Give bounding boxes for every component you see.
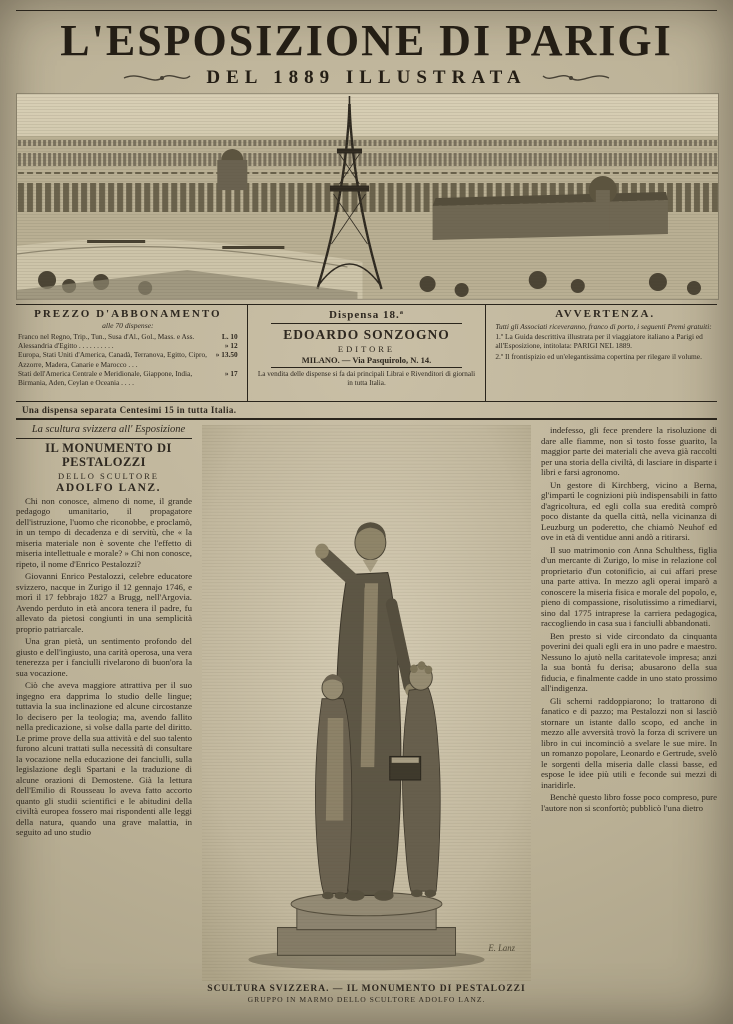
paragraph: Giovanni Enrico Pestalozzi, celebre educatore svizzero, nacque in Zurigo il 12 gennajo 1746, e morì il 17 febbrajo 1827 a Brugg, nell'Argovia. Avendo perduto in età ancora tenera il padre, fu allevato da pietosi congiunti in una semplicità proprio patriarcale. [16, 571, 192, 634]
paris-exposition-panorama-icon [16, 93, 719, 300]
info-strip [16, 304, 717, 402]
paragraph: Il suo matrimonio con Anna Schulthess, figlia d'un mercante di Zurigo, lo mise in relazione col proprietario d'un cotonificio, ai cui affari prese una parte attiva. In mezzo agli operai imparò a conoscere la miseria fisica e morale del popolo, e, pieno di compassione, risolutissimo a rimediarvi, sino dal 1775 intraprese la carriera pedagogica, raccogliendo in casa sua i fanciulli abbandonati. [541, 544, 717, 628]
inner-rule [271, 323, 463, 324]
inner-rule [271, 367, 463, 368]
notice-item-1: 1.º La Guida descrittiva illustrata per il viaggiatore italiano a Parigi ed all'Esposizione, intitolata: PARIGI NEL 1889. [495, 332, 703, 350]
column-divider [247, 305, 248, 401]
publisher-role: EDITORE [337, 344, 396, 354]
notice-intro: Tutti gli Associati riceveranno, franco di porto, i seguenti Premi gratuiti: [495, 321, 712, 331]
publisher-note: La vendita delle dispense si fa dai principali Librai e Rivenditori di giornali in tutta Italia. [257, 370, 476, 387]
top-rule [16, 10, 717, 11]
masthead-title: L'ESPOSIZIONE DI PARIGI [60, 16, 673, 65]
paragraph: Un gestore di Kirchberg, vicino a Berna, gl'impartì le cognizioni più indispensabili in fatto d'agricoltura, ed egli colla sua eredità comprò poco distante da quella città, nella vicinanza di Leuzburg un poderetto, che chiamò Neuhof ed ove in età di ventidue anni andò a ritirarsi. [541, 479, 717, 542]
publisher-address: MILANO. — Via Pasquirolo, N. 14. [301, 355, 432, 365]
subscription-box [16, 305, 240, 401]
image-caption [202, 984, 531, 1004]
paragraph: Ben presto si vide circondato da cinquanta poverini dei quali egli era in uno padre e maestro. Nessuno lo ajutò nella caritatevole impresa; anzi la sua bontà fu derisa; abusarono della sua fiducia, e finalmente cadde in uno stato prossimo all'indigenza. [541, 630, 717, 693]
flourish-left-icon [122, 69, 192, 87]
subscription-heading: PREZZO D'ABBONAMENTO [34, 308, 222, 320]
paragraph: Chi non conosce, almeno di nome, il grande pedagogo umanitario, il propagatore dell'istruzione, l'uomo che riconobbe, e proclamò, in un tempo di decadenza e di servitù, che « la miseria materiale non è sovente che l'effetto di miseria intellettuale e morale? » Chi non conosce, ripeto, il nome d'Enrico Pestalozzi? [16, 495, 192, 569]
engraver-signature: E. Lanz [488, 942, 515, 954]
price-line: Europa, Stati Uniti d'America, Canadà, Terranova, Egitto, Cipro, Azzorre, Madera, Canarie e Marocco . . . » 13.50 [18, 350, 238, 369]
strip-footer [16, 402, 717, 420]
article-sculptor-name: ADOLFO LANZ. [56, 482, 161, 494]
publisher-name: EDOARDO SONZOGNO [283, 327, 450, 342]
masthead [16, 17, 717, 89]
paragraph: Ciò che aveva maggiore attrattiva per il suo ingegno era dapprima lo studio delle lingue; tuttavia la sua inclinazione ed alcune circostanze lo decisero per la teologia; ma, avendo fallito nella predicazione, si volse dalla parte del diritto. Le prime prove della sua attività e del suo talento furono alcuni trattati sulla necessità di consultare la vocazione nella educazione dei fanciulli, sulla legislazione degli Spartani e la traduzione di alcune orazioni di Demostene. Già la lettura dell'Emilio di Rousseau lo aveva fatto accorto quanto gli studii scientifici e le abitudini della civiltà europea fossero mai rispondenti alle leggi della natura, quando una grave malattia, in seguito ad uno studio [16, 680, 192, 837]
article-body [16, 425, 717, 1024]
notice-box [493, 305, 717, 401]
column-divider [485, 305, 486, 401]
price-line: Stati dell'America Centrale e Meridionale, Giappone, India, Birmania, Aden, Ceylan e Oceania . . . . » 17 [18, 368, 238, 388]
article-subtitle: DELLO SCULTORE [58, 470, 159, 481]
paragraph: Una gran pietà, un sentimento profondo del giusto e dell'ingiusto, una carità operosa, una vera tenerezza per i fanciulli rivelarono di buon'ora la sua vocazione. [16, 636, 192, 678]
pestalozzi-monument-icon [202, 425, 531, 981]
panorama-engraving [16, 93, 717, 300]
statue-engraving [202, 425, 531, 1024]
publisher-box [255, 305, 479, 401]
masthead-subtitle: DEL 1889 ILLUSTRATA [206, 67, 527, 88]
paragraph: Gli scherni raddoppiarono; lo trattarono di fanatico e di pazzo; ma Pestalozzi non si lasciò stornare un istante dallo scopo, ed anche in mezzo alle avversità trovò la forza di scrivere un libro in cui incominciò a svelare le sue mire. In un romanzo popolare, Leonardo e Gertrude, svelò le sorgenti della miseria dalle classi basse, ed espose le idee più utili e feconde sui mezzi di inaridirle. [541, 695, 717, 790]
single-issue-price-note: Una dispensa separata Centesimi 15 in tutta Italia. [22, 405, 237, 415]
caption-line-2: GRUPPO IN MARMO DELLO SCULTORE ADOLFO LANZ. [247, 995, 486, 1004]
article-kicker: La scultura svizzera all' Esposizione [16, 425, 192, 439]
right-text-column [541, 425, 717, 1024]
notice-heading: AVVERTENZA. [555, 308, 656, 320]
caption-line-1: SCULTURA SVIZZERA. — IL MONUMENTO DI PESTALOZZI [207, 984, 526, 994]
flourish-right-icon [541, 69, 611, 87]
dispensa-number: Dispensa 18.ª [329, 309, 404, 321]
price-line: Alessandria d'Egitto . . . . . . . . . . » 12 [18, 341, 238, 351]
notice-item-2: 2.º Il frontispizio ed un'elegantissima copertina per rilegare il volume. [495, 351, 702, 361]
left-text-column [16, 425, 192, 1024]
paragraph: indefesso, gli fece prendere la risoluzione di dare alle fiamme, non sì tosto fosse guarito, la maggior parte dei materiali che aveva già raccolti per una storia della civiltà, di lasciare in disparte i libri e farsi agronomo. [541, 425, 717, 477]
article-title: IL MONUMENTO DI PESTALOZZI [45, 440, 172, 469]
paragraph: Benchè questo libro fosse poco compreso, pure l'autore non si sconfortò; pubblicò l'una dietro [541, 792, 717, 813]
price-line: Franco nel Regno, Trip., Tun., Susa d'Al., Gol., Mass. e Ass. L. 10 [18, 332, 238, 341]
subscription-subheading: alle 70 dispense: [102, 321, 154, 330]
